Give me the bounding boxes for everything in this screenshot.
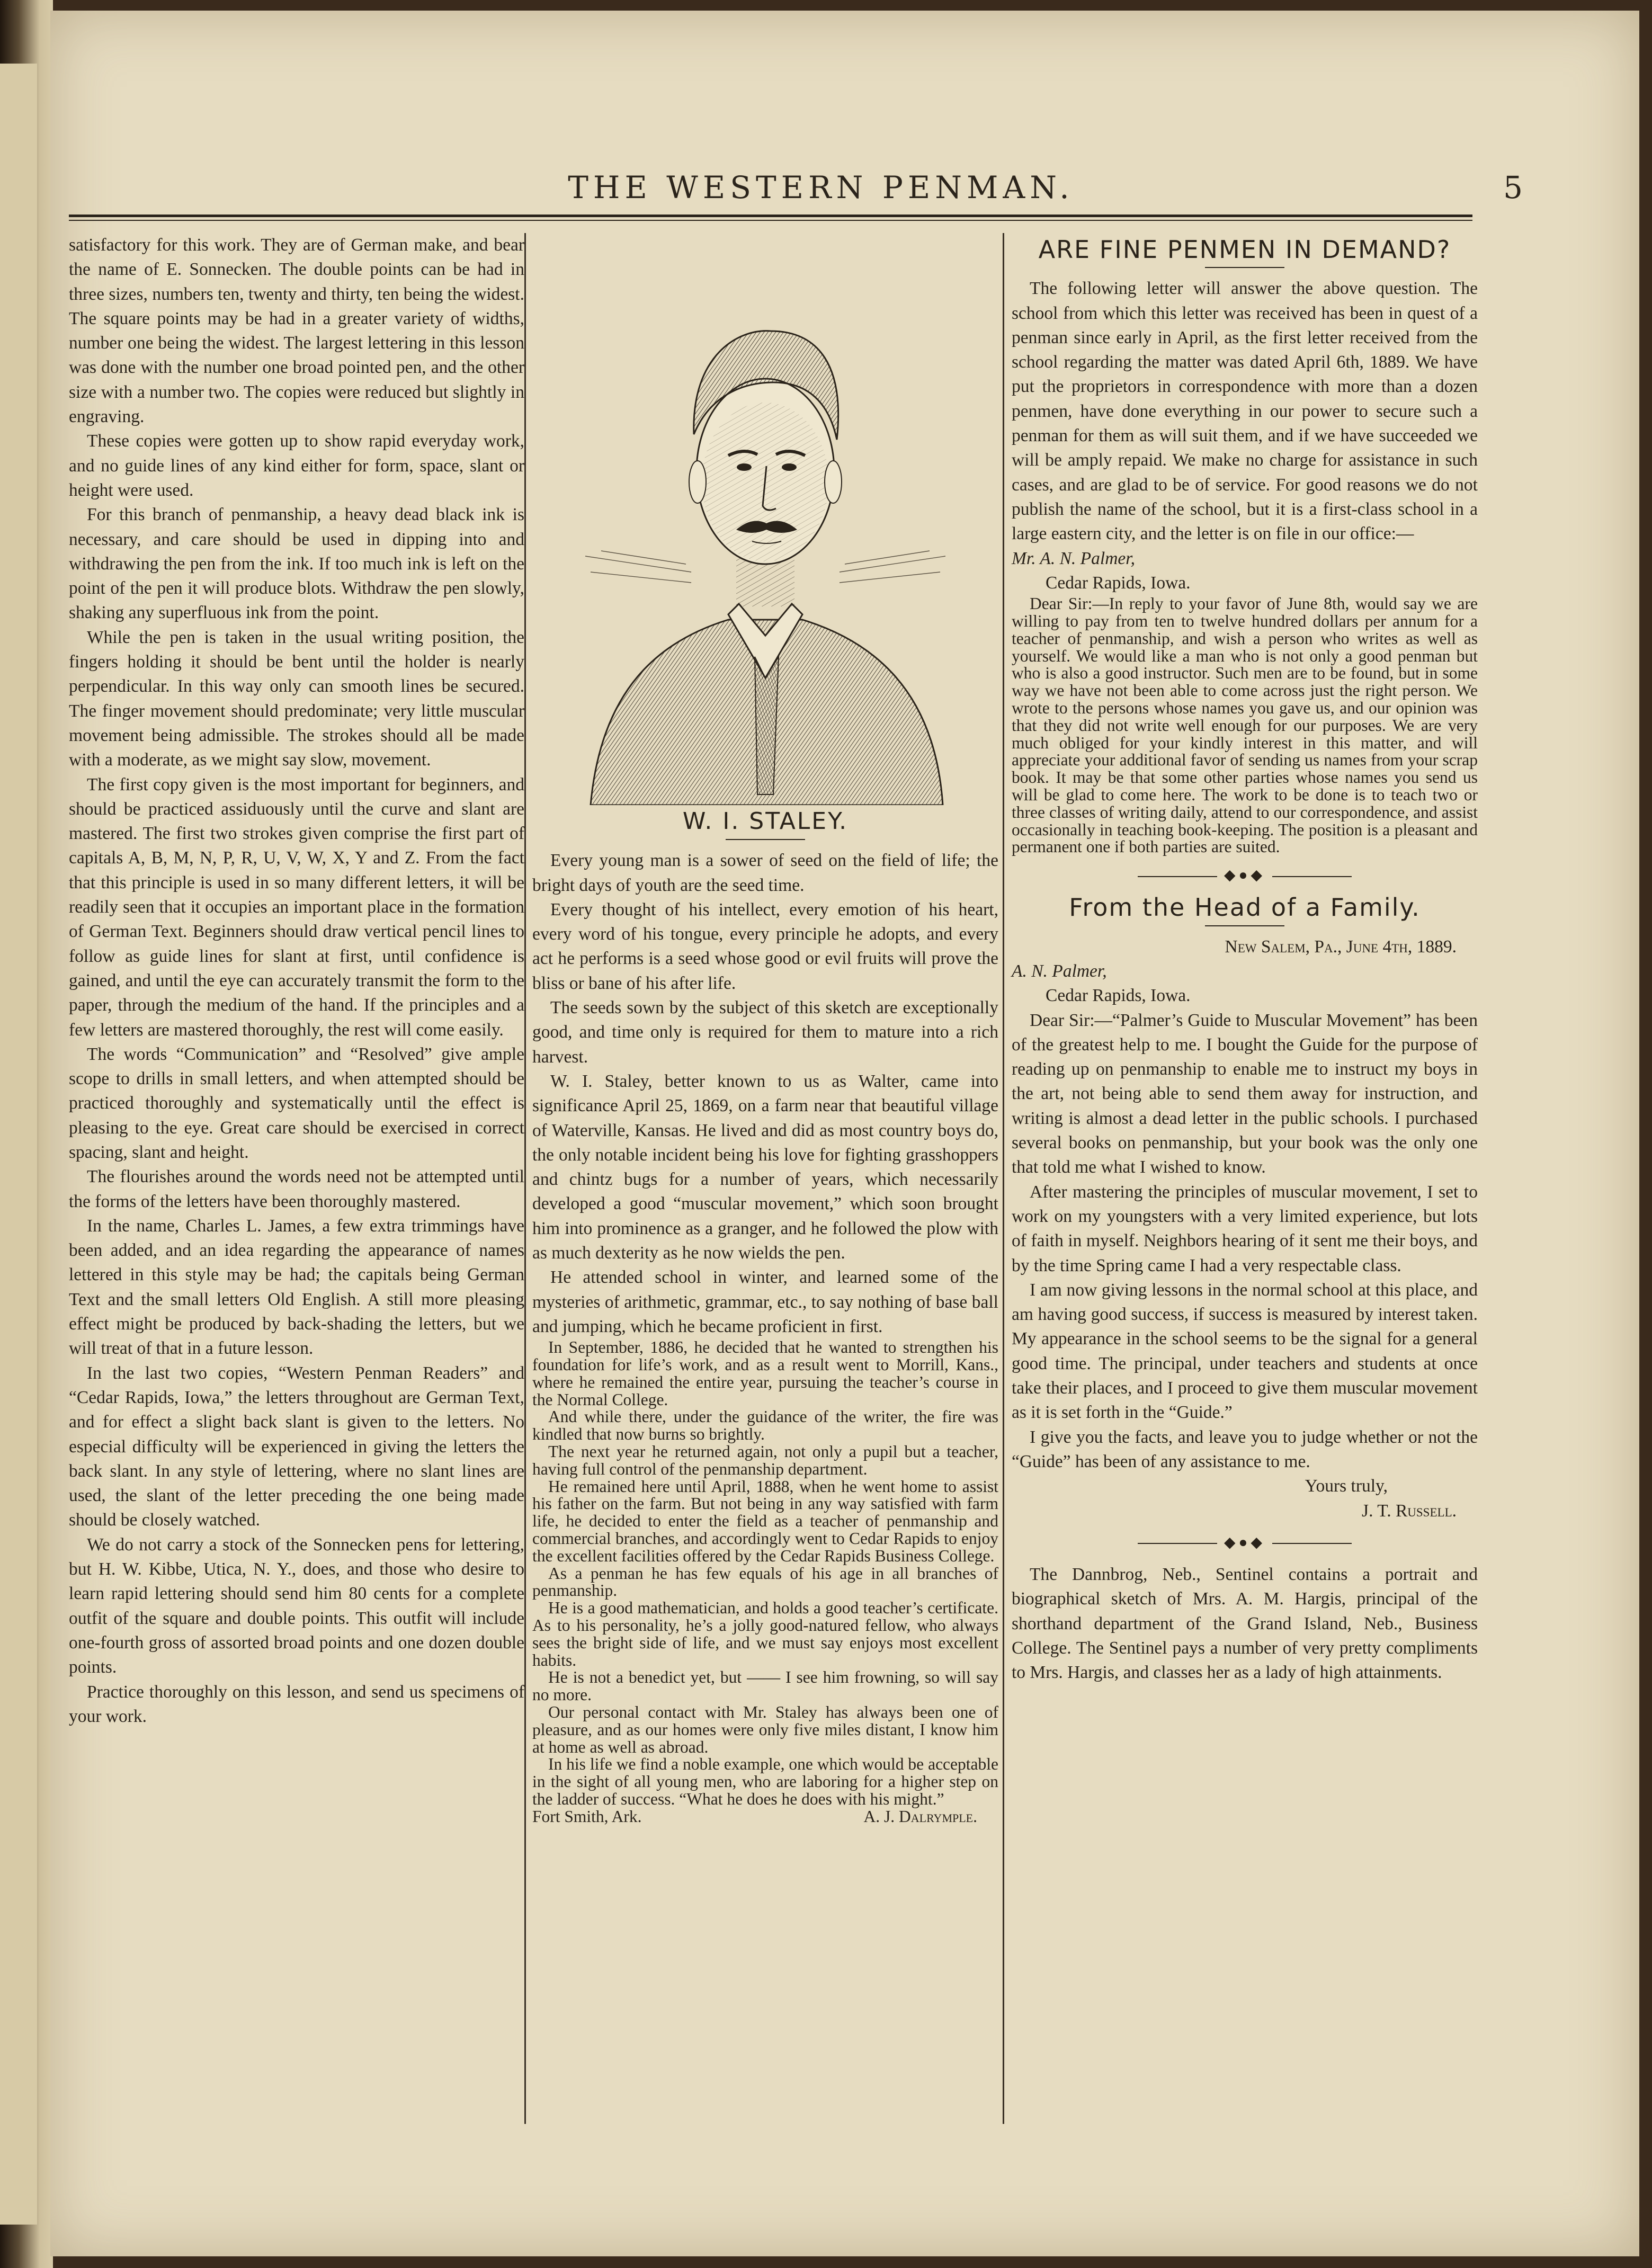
dateline: New Salem, Pa., June 4th, 1889. xyxy=(1225,936,1457,957)
paragraph: Every thought of his intellect, every emotion of his heart, every word of his tongue, every principle he adopts, and every act he performs is a seed whose good or evil fruits will prove the bliss or bane of his after life. xyxy=(532,899,998,993)
title-rule xyxy=(1205,267,1284,268)
letter-addressee: Mr. A. N. Palmer, xyxy=(1012,548,1135,568)
paragraph: The next year he returned again, not only a pupil but a teacher, having full control of the penmanship department. xyxy=(532,1442,998,1478)
letter-small-print xyxy=(1012,595,1478,856)
paragraph: Dear Sir:—“Palmer’s Guide to Muscular Movement” has been of the greatest help to me. I bought the Guide for the purpose of reading up on penmanship to enable me to instruct my boys in the art, not being able to send them away for instruction, and writing is almost a dead letter in the public schools. I purchased several books on penmanship, but your book was the only one that told me what I wished to know. xyxy=(1012,1010,1478,1177)
paragraph: I am now giving lessons in the normal school at this place, and am having good success, if success is measured by interest taken. My appearance in the school seems to be the signal for a general good time. The principal, under teachers and students at once take their places, and I proceed to give them muscular movement as it is set forth in the “Guide.” xyxy=(1012,1280,1478,1423)
header-double-rule xyxy=(69,215,1472,221)
paragraph: These copies were gotten up to show rapid everyday work, and no guide lines of any kind either for form, space, slant or height were used. xyxy=(69,431,524,500)
letter-addressee: A. N. Palmer, xyxy=(1012,961,1107,981)
column-divider-1 xyxy=(524,233,526,2124)
paragraph: He remained here until April, 1888, when he went home to assist his father on the farm. But not being in any way satisfied with farm life, he decided to enter the field as a teacher of penmanship and commercial branches, and accordingly went to Cedar Rapids to enjoy the excellent facilities offered by the Cedar Rapids Business College. xyxy=(532,1477,998,1565)
paragraph: While the pen is taken in the usual writing position, the fingers holding it should be bent until the holder is nearly perpendicular. In this way only can smooth lines be secured. The finger movement should predominate; very little muscular movement being admissible. The strokes should all be made with a moderate, as we might say slow, movement. xyxy=(69,627,524,770)
paragraph: The seeds sown by the subject of this sketch are exceptionally good, and time only is required for them to mature into a rich harvest. xyxy=(532,998,998,1067)
paragraph: As a penman he has few equals of his age in all branches of penmanship. xyxy=(532,1564,998,1600)
running-head xyxy=(119,169,1523,212)
paragraph: The following letter will answer the above question. The school from which this letter was received has been in quest of a penman since early in April, as the first letter received from the school regarding the matter was dated April 6th, 1889. We have put the proprietors in correspondence with more than a dozen penmen, have done everything in our power to secure such a penman for them as will suit them, and if we have succeeded we will be amply repaid. We make no charge for assistance in such cases, and are glad to be of service. For good reasons we do not publish the name of the school, but it is a first-class school in a large eastern city, and the letter is on file in our office:— xyxy=(1012,279,1478,544)
paragraph: The words “Communication” and “Resolved” give ample scope to drills in small letters, and when attempted should be practiced thoroughly and systematically until the effect is pleasing to the eye. Great care should be exercised in correct spacing, slant and height. xyxy=(69,1044,524,1162)
paragraph: In the last two copies, “Western Penman Readers” and “Cedar Rapids, Iowa,” the letters throughout are German Text, and for effect a slight back slant is given to the letters. No especial difficulty will be experienced in giving the letters the back slant. In any style of lettering, where no slant lines are used, the slant of the letter preceding the one being made should be closely watched. xyxy=(69,1363,524,1530)
paragraph: In his life we find a noble example, one which would be acceptable in the sight of all young men, who are laboring for a higher step on the ladder of success. “What he does he does with his might.” xyxy=(532,1755,998,1808)
paragraph: W. I. Staley, better known to us as Walter, came into significance April 25, 1869, on a farm near that beautiful village of Waterville, Kansas. He lived and did as most country boys do, the only notable incident being his love for fighting grasshoppers and chintz bugs for a number of years, which necessarily developed a good “muscular movement,” which soon brought him into prominence as a granger, and he followed the plow with as much dexterity as he now wields the pen. xyxy=(532,1071,998,1263)
paragraph: For this branch of penmanship, a heavy dead black ink is necessary, and care should be used in dipping into and withdrawing the pen from the ink. If too much ink is left on the point of the pen it will produce blots. Withdraw the pen slowly, shaking any superfluous ink from the point. xyxy=(69,505,524,623)
biography-small-print xyxy=(532,1339,998,1825)
paragraph: He attended school in winter, and learned some of the mysteries of arithmetic, grammar, etc., to say nothing of base ball and jumping, which he became proficient in first. xyxy=(532,1267,998,1336)
author-signoff xyxy=(532,1808,998,1826)
paragraph: The Dannbrog, Neb., Sentinel contains a portrait and biographical sketch of Mrs. A. M. Hargis, principal of the shorthand department of the Grand Island, Neb., Business College. The Sentinel pays a number of very pretty compliments to Mrs. Hargis, and classes her as a lady of high attainments. xyxy=(1012,1565,1478,1683)
paragraph: In September, 1886, he decided that he wanted to strengthen his foundation for life’s work, and as a result went to Morrill, Kans., where he remained the entire year, pursuing the teacher’s course in the Normal College. xyxy=(532,1338,998,1409)
letter-address: Cedar Rapids, Iowa. xyxy=(1046,986,1191,1006)
portrait-caption: W. I. STALEY. xyxy=(682,808,849,835)
portrait-engraving xyxy=(569,233,961,805)
letter-address: Cedar Rapids, Iowa. xyxy=(1046,573,1191,593)
paragraph: In the name, Charles L. James, a few extra trimmings have been added, and an idea regarding the appearance of names lettered in this style may be had; the capitals being German Text and the small letters Old English. A still more pleasing effect might be produced by back-shading the letters, but we will treat of that in a future lesson. xyxy=(69,1216,524,1359)
paragraph: The flourishes around the words need not be attempted until the forms of the letters have been thoroughly mastered. xyxy=(69,1167,524,1211)
article-title: ARE FINE PENMEN IN DEMAND? xyxy=(1038,235,1451,264)
letter-closing: Yours truly, xyxy=(1305,1476,1388,1496)
paragraph: Every young man is a sower of seed on the field of life; the bright days of youth are the seed time. xyxy=(532,851,998,895)
column-2 xyxy=(532,233,998,1826)
letter-body: Dear Sir:—In reply to your favor of June 8th, would say we are willing to pay from ten to twelve hundred dollars per annum for a teacher of penmanship, and wish a person who writes as well as yourself. We would like a man who is not only a good penman but who is also a good instructor. Such men are to be found, but in some way we have not been able to come across just the right person. We wrote to the persons whose names you gave us, and our opinion was that they did not write well enough for our purposes. We are very much obliged for your kindly interest in this matter, and will appreciate your additional favor of sending us names from your scrap book. It may be that some other parties whose names you send us will be glad to come here. The work to be done is to teach two or three classes of writing daily, attend to our correspondence, and assist occasionally in teaching book-keeping. The position is a pleasant and permanent one if both parties are suited. xyxy=(1012,594,1478,856)
masthead-title: THE WESTERN PENMAN. xyxy=(568,169,1074,206)
paragraph: We do not carry a stock of the Sonnecken pens for lettering, but H. W. Kibbe, Utica, N. Y., does, and those who desire to learn rapid lettering should send him 80 cents for a complete outfit of the square and double points. This outfit will include one-fourth gross of assorted broad points and one dozen double points. xyxy=(69,1534,524,1677)
paragraph: The first copy given is the most important for beginners, and should be practiced assiduously until the curve and slant are mastered. The first two strokes given comprise the first part of capitals A, B, M, N, P, R, U, V, W, X, Y and Z. From the fact that this principle is used in so many different letters, it will be readily seen that it occupies an important place in the formation of German Text. Beginners should draw vertical pencil lines to follow as guide lines for slant at first, until confidence is gained, and until the eye can accurately transmit the form to the paper, through the medium of the hand. If the principles and a few letters are mastered thoroughly, the rest will come easily. xyxy=(69,774,524,1040)
paragraph: Our personal contact with Mr. Staley has always been one of pleasure, and as our homes were only five miles distant, I know him at home as well as abroad. xyxy=(532,1702,998,1756)
signoff-author: A. J. Dalrymple. xyxy=(863,1807,977,1826)
facing-page-edge xyxy=(0,64,37,2225)
page-number: 5 xyxy=(1503,169,1523,206)
caption-rule xyxy=(726,839,805,840)
paragraph: I give you the facts, and leave you to judge whether or not the “Guide” has been of any assistance to me. xyxy=(1012,1427,1478,1471)
column-3 xyxy=(1012,233,1478,1685)
section-ornament: ◆●◆ xyxy=(1012,1531,1478,1555)
column-1 xyxy=(69,233,524,1729)
paragraph: He is a good mathematician, and holds a good teacher’s certificate. As to his personality, he’s a jolly good-natured fellow, who always sees the bright side of life, and we must say enjoys most excellent habits. xyxy=(532,1599,998,1669)
title-rule xyxy=(1205,925,1284,926)
letter-signature: J. T. Russell. xyxy=(1362,1501,1457,1521)
signoff-place: Fort Smith, Ark. xyxy=(532,1807,642,1826)
paragraph: He is not a benedict yet, but —— I see him frowning, so will say no more. xyxy=(532,1668,998,1704)
paragraph: And while there, under the guidance of the writer, the fire was kindled that now burns so brightly. xyxy=(532,1407,998,1444)
column-divider-2 xyxy=(1003,233,1004,2124)
paragraph: Practice thoroughly on this lesson, and send us specimens of your work. xyxy=(69,1682,524,1726)
section-ornament: ◆●◆ xyxy=(1012,863,1478,888)
paragraph: satisfactory for this work. They are of German make, and bear the name of E. Sonnecken. The double points can be had in three sizes, numbers ten, twenty and thirty, ten being the widest. The square points may be had in a greater variety of widths, number one being the widest. The largest lettering in this lesson was done with the number one broad pointed pen, and the other size with a number two. The copies were reduced but slightly in engraving. xyxy=(69,235,524,427)
paragraph: After mastering the principles of muscular movement, I set to work on my youngsters with a very limited experience, but lots of faith in myself. Neighbors hearing of it sent me their boys, and by the time Spring came I had a very respectable class. xyxy=(1012,1182,1478,1275)
article-title-2: From the Head of a Family. xyxy=(1069,893,1421,922)
